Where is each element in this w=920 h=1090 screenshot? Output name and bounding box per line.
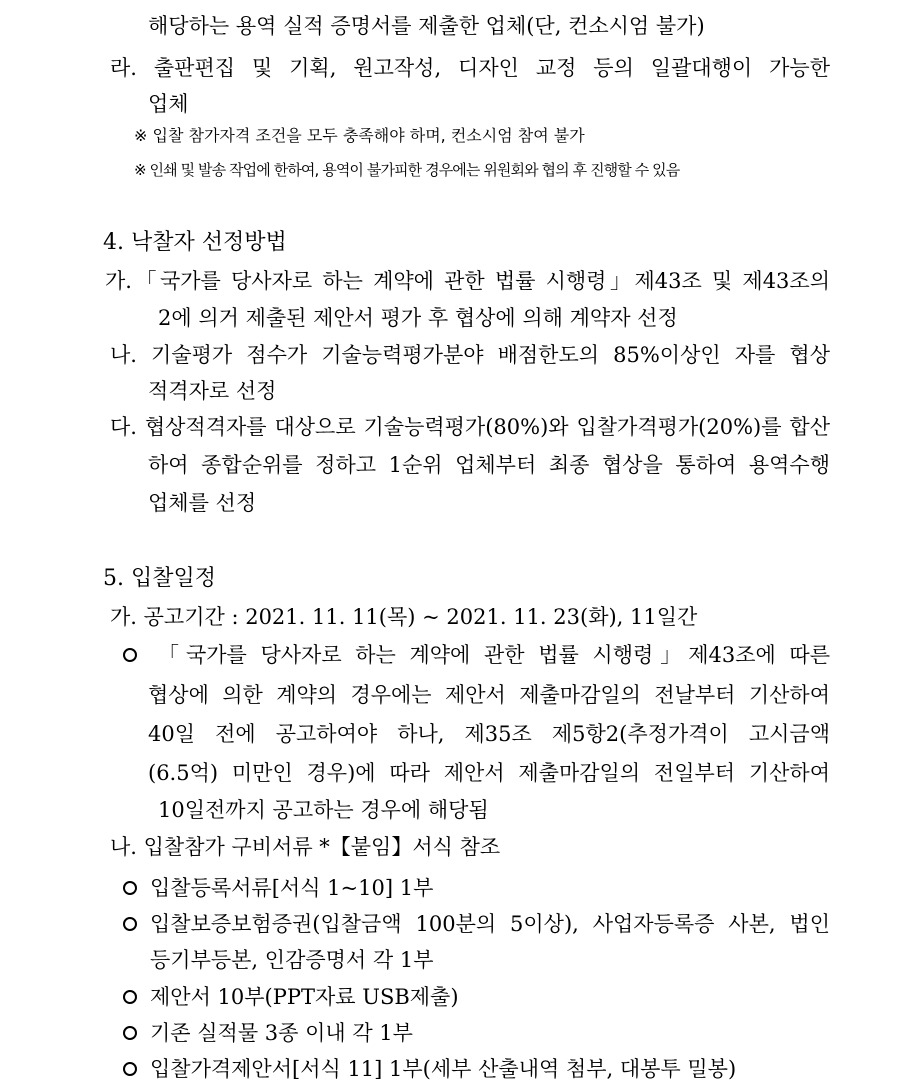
bullet-item: 입찰보증보험증권(입찰금액 100분의 5이상), 사업자등록증 사본, 법인 [150, 912, 830, 936]
circle-bullet-icon [123, 917, 137, 931]
text-line: 하여 종합순위를 정하고 1순위 업체부터 최종 협상을 통하여 용역수행 [148, 453, 830, 477]
circle-bullet-icon [123, 1062, 137, 1076]
bullet-item: 입찰가격제안서[서식 11] 1부(세부 산출내역 첨부, 대봉투 밀봉) [150, 1057, 737, 1081]
list-item-ga: 가.「국가를 당사자로 하는 계약에 관한 법률 시행령」제43조 및 제43조의 [105, 269, 830, 293]
text-line: 등기부등본, 인감증명서 각 1부 [150, 948, 434, 972]
list-item-na: 나. 입찰참가 구비서류 *【붙임】서식 참조 [110, 835, 501, 859]
text-line: 40일 전에 공고하여야 하나, 제35조 제5항2(추정가격이 고시금액 [148, 722, 830, 746]
bullet-item: 기존 실적물 3종 이내 각 1부 [150, 1021, 413, 1045]
text-line: 10일전까지 공고하는 경우에 해당됨 [158, 798, 489, 822]
list-item-na: 나. 기술평가 점수가 기술능력평가분야 배점한도의 85%이상인 자를 협상 [110, 343, 830, 367]
text-line: 해당하는 용역 실적 증명서를 제출한 업체(단, 컨소시엄 불가) [148, 14, 705, 38]
bullet-item: 「국가를 당사자로 하는 계약에 관한 법률 시행령」제43조에 따른 [158, 643, 830, 667]
circle-bullet-icon [123, 648, 137, 662]
bullet-item: 제안서 10부(PPT자료 USB제출) [150, 985, 459, 1009]
section-heading-4: 4. 낙찰자 선정방법 [103, 230, 287, 255]
text-line: (6.5억) 미만인 경우)에 따라 제안서 제출마감일의 전일부터 기산하여 [148, 761, 830, 785]
list-item-ra: 라. 출판편집 및 기획, 원고작성, 디자인 교정 등의 일괄대행이 가능한 [110, 56, 830, 80]
circle-bullet-icon [123, 990, 137, 1004]
list-item-da: 다. 협상적격자를 대상으로 기술능력평가(80%)와 입찰가격평가(20%)를 합산 [110, 415, 830, 439]
circle-bullet-icon [123, 1026, 137, 1040]
text-line: 협상에 의한 계약의 경우에는 제안서 제출마감일의 전날부터 기산하여 [148, 683, 830, 707]
text-line: 적격자로 선정 [148, 379, 277, 403]
note-line: ※ 인쇄 및 발송 작업에 한하여, 용역이 불가피한 경우에는 위원회와 협의 후 진행할 수 있음 [134, 161, 680, 179]
note-line: ※ 입찰 참가자격 조건을 모두 충족해야 하며, 컨소시엄 참여 불가 [134, 126, 585, 145]
circle-bullet-icon [123, 881, 137, 895]
text-line: 업체 [148, 92, 189, 116]
list-item-ga: 가. 공고기간 : 2021. 11. 11(목) ~ 2021. 11. 23(화), 11일간 [110, 605, 698, 629]
bullet-item: 입찰등록서류[서식 1~10] 1부 [150, 876, 434, 900]
section-heading-5: 5. 입찰일정 [103, 566, 216, 591]
text-line: 2에 의거 제출된 제안서 평가 후 협상에 의해 계약자 선정 [158, 306, 678, 330]
text-line: 업체를 선정 [148, 491, 257, 515]
